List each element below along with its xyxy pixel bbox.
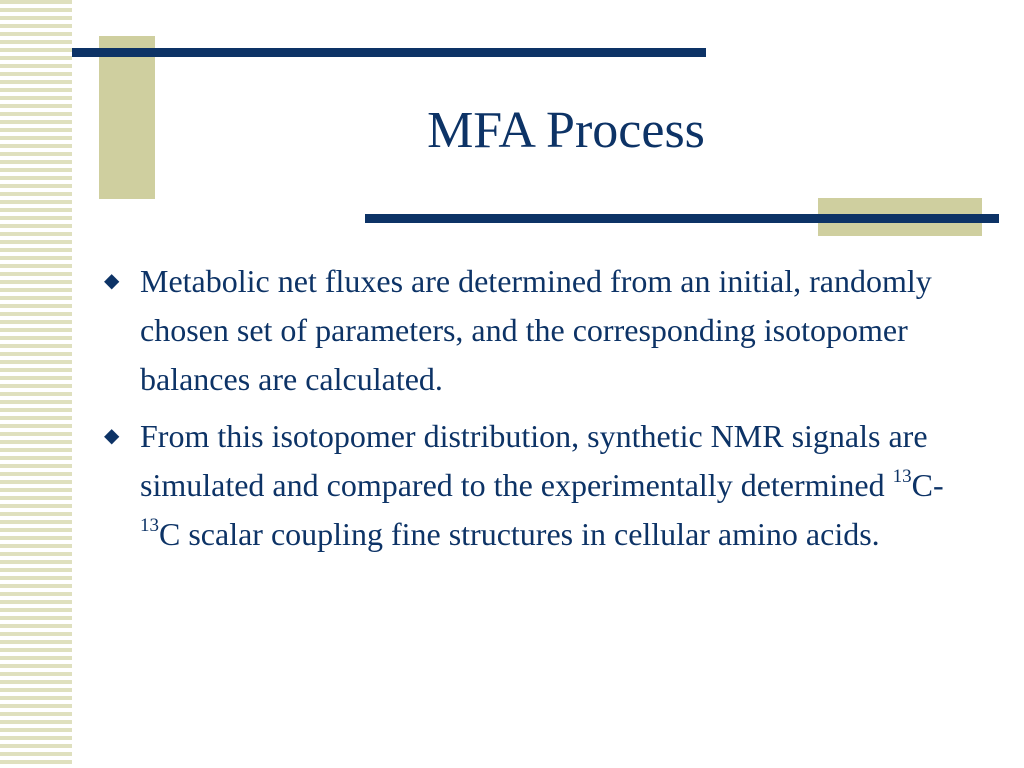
navy-rule-top: [72, 48, 706, 57]
superscript-13-second: 13: [140, 515, 159, 537]
bullet-text-1: Metabolic net fluxes are determined from an initial, randomly chosen set of parameters, and the corresponding isotopomer balances are calculated.: [140, 263, 932, 397]
bullet-text-2-mid: C-: [911, 467, 944, 503]
side-stripes-decoration: [0, 0, 72, 768]
bullet-item-2: [100, 412, 980, 559]
bullet-text-2-start: From this isotopomer distribution, synthetic NMR signals are simulated and compared to the experimentally determined: [140, 418, 928, 503]
diamond-bullet-icon: ◆: [104, 270, 120, 292]
bullet-item-1: [100, 257, 980, 404]
diamond-bullet-icon: ◆: [104, 425, 120, 447]
slide-title: MFA Process: [427, 102, 705, 159]
olive-block-left: [99, 36, 155, 199]
bullet-text-2-end: C scalar coupling fine structures in cellular amino acids.: [159, 516, 880, 552]
navy-rule-bottom: [365, 214, 999, 223]
superscript-13-first: 13: [892, 466, 912, 488]
bullet-list: [100, 257, 980, 567]
